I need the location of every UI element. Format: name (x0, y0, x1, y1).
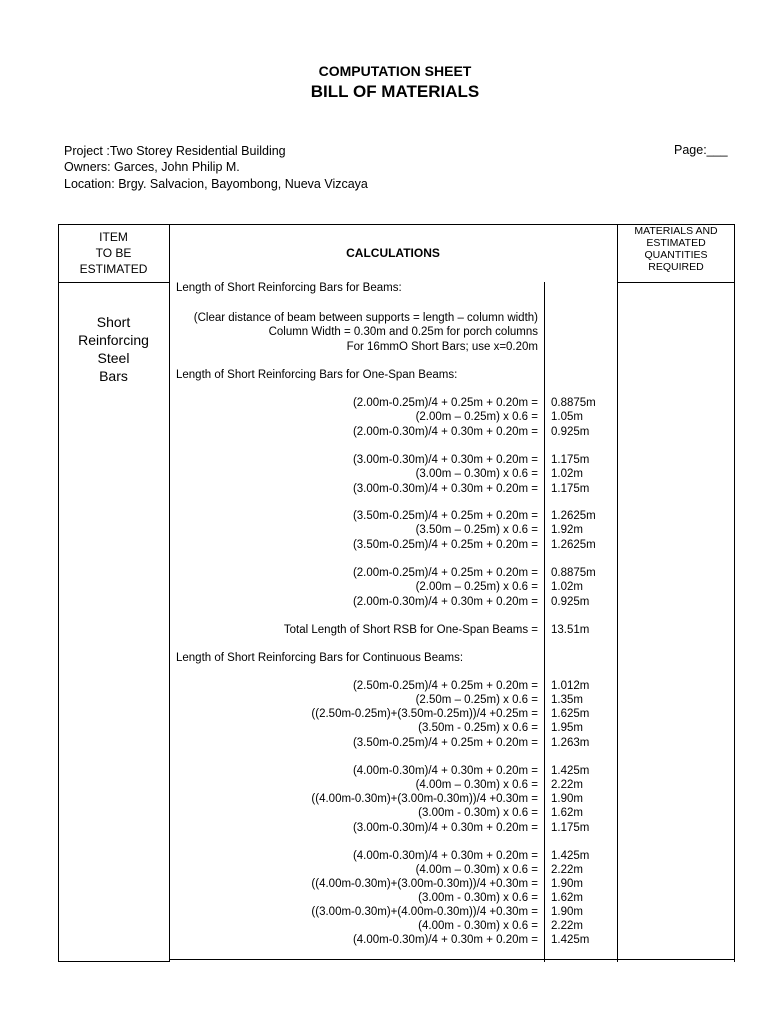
calc-line: For 16mmO Short Bars; use x=0.20m (346, 341, 538, 353)
calc-value: 2.22m (551, 920, 583, 932)
header-calculations-column: CALCULATIONS (346, 246, 440, 260)
item-name: Short Reinforcing Steel Bars (78, 314, 149, 384)
calc-value: 1.35m (551, 694, 583, 706)
calc-value: 1.2625m (551, 539, 596, 551)
calc-line: (3.50m-0.25m)/4 + 0.25m + 0.20m = (352, 737, 538, 749)
calc-line: (2.50m – 0.25m) x 0.6 = (415, 694, 538, 706)
calc-value: 1.263m (551, 737, 590, 749)
calc-line: Total Length of Short RSB for One-Span Beams = (283, 624, 538, 636)
calc-value: 1.425m (551, 765, 590, 777)
calc-value: 1.62m (551, 892, 583, 904)
calc-line: (4.00m-0.30m)/4 + 0.30m + 0.20m = (352, 850, 538, 862)
calc-line: (4.00m-0.30m)/4 + 0.30m + 0.20m = (352, 934, 538, 946)
calc-line: (2.00m-0.25m)/4 + 0.25m + 0.20m = (352, 567, 538, 579)
calc-line: (3.00m - 0.30m) x 0.6 = (418, 807, 538, 819)
header-item-column: ITEM TO BE ESTIMATED (79, 230, 148, 276)
calc-line: ((2.50m-0.25m)+(3.50m-0.25m))/4 +0.25m = (311, 708, 538, 720)
project-line: Project :Two Storey Residential Building (64, 144, 286, 158)
calc-value: 0.925m (551, 596, 590, 608)
calc-value: 1.90m (551, 793, 583, 805)
doc-title: BILL OF MATERIALS (310, 82, 480, 101)
doc-subtitle: COMPUTATION SHEET (318, 63, 472, 79)
calc-value: 2.22m (551, 864, 583, 876)
calc-value: 0.8875m (551, 567, 596, 579)
calc-value: 1.175m (551, 822, 590, 834)
calc-line: Length of Short Reinforcing Bars for Continuous Beams: (176, 652, 464, 664)
calc-line: (4.00m – 0.30m) x 0.6 = (415, 779, 538, 791)
calc-value: 1.425m (551, 850, 590, 862)
location-line: Location: Brgy. Salvacion, Bayombong, Nueva Vizcaya (64, 177, 368, 191)
calc-value: 1.95m (551, 722, 583, 734)
calc-line: (3.50m-0.25m)/4 + 0.25m + 0.20m = (352, 510, 538, 522)
calc-value: 0.8875m (551, 397, 596, 409)
calc-line: (2.00m-0.30m)/4 + 0.30m + 0.20m = (352, 426, 538, 438)
calc-line: ((3.00m-0.30m)+(4.00m-0.30m))/4 +0.30m = (311, 906, 538, 918)
calc-line: (3.00m-0.30m)/4 + 0.30m + 0.20m = (352, 822, 538, 834)
calc-line: (3.50m - 0.25m) x 0.6 = (418, 722, 538, 734)
calc-value: 1.05m (551, 411, 583, 423)
calc-line: (2.50m-0.25m)/4 + 0.25m + 0.20m = (352, 680, 538, 692)
calc-line: (2.00m – 0.25m) x 0.6 = (415, 411, 538, 423)
calc-line: Length of Short Reinforcing Bars for One-Span Beams: (176, 369, 458, 381)
calc-value: 2.22m (551, 779, 583, 791)
calc-value: 1.425m (551, 934, 590, 946)
header-materials-column: MATERIALS AND ESTIMATED QUANTITIES REQUIRED (634, 225, 718, 273)
calc-value: 1.02m (551, 581, 583, 593)
owners-line: Owners: Garces, John Philip M. (64, 160, 240, 174)
calc-value: 1.175m (551, 454, 590, 466)
calc-line: Length of Short Reinforcing Bars for Beams: (176, 282, 402, 294)
calc-line: (2.00m – 0.25m) x 0.6 = (415, 581, 538, 593)
calc-value: 1.012m (551, 680, 590, 692)
calc-line: (3.50m – 0.25m) x 0.6 = (415, 524, 538, 536)
calc-line: (3.50m-0.25m)/4 + 0.25m + 0.20m = (352, 539, 538, 551)
calc-value: 1.175m (551, 483, 590, 495)
calc-line: (4.00m - 0.30m) x 0.6 = (418, 920, 538, 932)
calc-value: 0.925m (551, 426, 590, 438)
calc-line: ((4.00m-0.30m)+(3.00m-0.30m))/4 +0.30m = (311, 793, 538, 805)
calc-line: (3.00m-0.30m)/4 + 0.30m + 0.20m = (352, 454, 538, 466)
calc-value: 1.90m (551, 878, 583, 890)
page-number: Page:___ (674, 143, 728, 157)
calc-line: (4.00m-0.30m)/4 + 0.30m + 0.20m = (352, 765, 538, 777)
calc-value: 1.625m (551, 708, 590, 720)
calc-line: (2.00m-0.25m)/4 + 0.25m + 0.20m = (352, 397, 538, 409)
calc-value: 1.92m (551, 524, 583, 536)
calc-value: 1.02m (551, 468, 583, 480)
calc-line: Column Width = 0.30m and 0.25m for porch columns (268, 326, 538, 338)
calc-line: (3.00m – 0.30m) x 0.6 = (415, 468, 538, 480)
calc-value: 1.90m (551, 906, 583, 918)
calc-line: (2.00m-0.30m)/4 + 0.30m + 0.20m = (352, 596, 538, 608)
calc-value: 13.51m (551, 624, 590, 636)
calc-line: (4.00m – 0.30m) x 0.6 = (415, 864, 538, 876)
calc-line: (3.00m - 0.30m) x 0.6 = (418, 892, 538, 904)
calc-value: 1.62m (551, 807, 583, 819)
calc-line: ((4.00m-0.30m)+(3.00m-0.30m))/4 +0.30m = (311, 878, 538, 890)
calc-value: 1.2625m (551, 510, 596, 522)
calc-line: (3.00m-0.30m)/4 + 0.30m + 0.20m = (352, 483, 538, 495)
calc-line: (Clear distance of beam between supports = length – column width) (193, 312, 538, 324)
